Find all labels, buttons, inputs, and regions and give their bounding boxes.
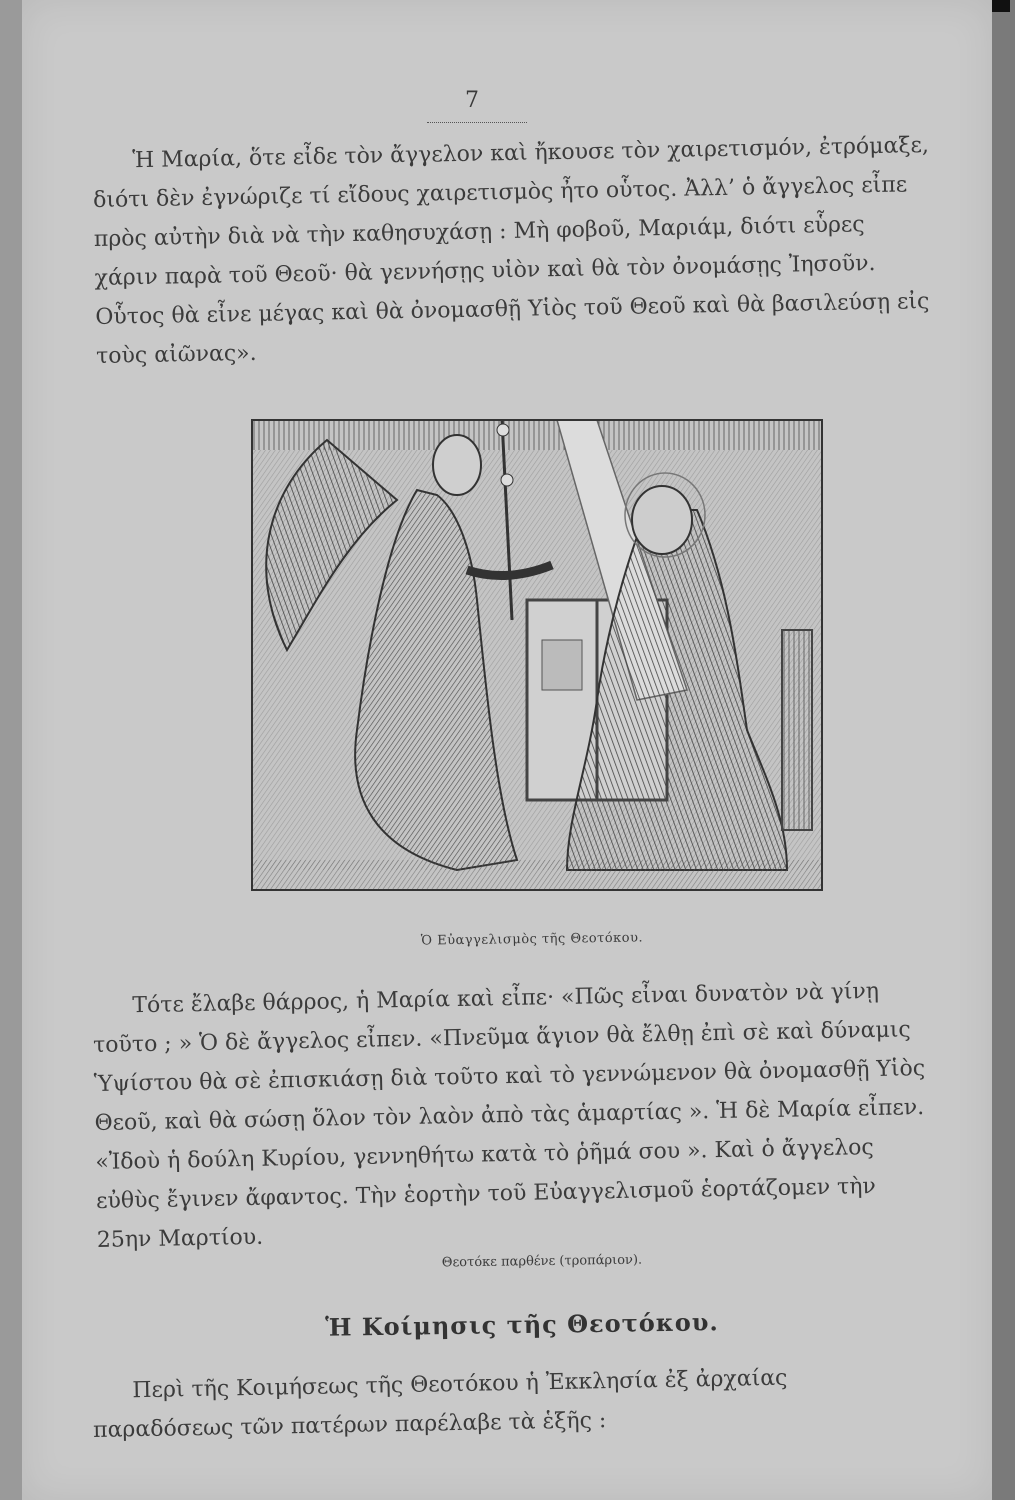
paragraph-annunciation-greeting <box>92 126 936 376</box>
book-page <box>22 0 992 1500</box>
scan-border-right <box>992 0 1015 1500</box>
scan-border-left <box>0 0 22 1500</box>
figure-caption: Ὁ Εὐαγγελισμὸς τῆς Θεοτόκου. <box>420 930 644 949</box>
hymn-reference: Θεοτόκε παρθένε (τροπάριον). <box>441 1252 643 1271</box>
section-heading-dormition: Ἡ Κοίμησις τῆς Θεοτόκου. <box>325 1307 719 1342</box>
scan-corner-mark <box>992 0 1010 12</box>
virgin-mary-head <box>632 486 692 554</box>
curtain-valance <box>252 420 822 450</box>
floor <box>252 860 822 890</box>
paragraph-text: Περὶ τῆς Κοιμήσεως τῆς Θεοτόκου ἡ Ἐκκλησία ἐξ ἀρχαίας παραδόσεως τῶν πατέρων παρέλαβε τὰ ἑξῆς : <box>92 1365 788 1443</box>
paragraph-text: Ἡ Μαρία, ὅτε εἶδε τὸν ἄγγελον καὶ ἤκουσε τὸν χαιρετισμόν, ἐτρόμαξε, διότι δὲν ἐγνώριζε τί εἴδους χαιρετισμὸς ἦτο οὗτος. Ἀλλ’ ὁ ἄγγελος εἶπε πρὸς αὐτὴν διὰ νὰ τὴν καθησυχάσῃ : Μὴ φοβοῦ, Μαριάμ, διότι εὗρες χάριν παρὰ τοῦ Θεοῦ· θὰ γεννήσῃς υἱὸν καὶ θὰ τὸν ὀνομάσῃς Ἰησοῦν. Οὗτος θὰ εἶνε μέγας καὶ θὰ ὀνομασθῇ Υἱὸς τοῦ Θεοῦ καὶ θὰ βασιλεύσῃ εἰς τοὺς αἰῶνας». <box>92 132 930 369</box>
annunciation-engraving <box>227 400 827 900</box>
paragraph-text: Τότε ἔλαβε θάρρος, ἡ Μαρία καὶ εἶπε· «Πῶς εἶναι δυνατὸν νὰ γίνῃ τοῦτο ; » Ὁ δὲ ἄγγελος εἶπεν. «Πνεῦμα ἅγιον θὰ ἔλθῃ ἐπὶ σὲ καὶ δύναμις Ὑψίστου θὰ σὲ ἐπισκιάσῃ διὰ τοῦτο καὶ τὸ γεννώμενον θὰ ὀνομασθῇ Υἱὸς Θεοῦ, καὶ θὰ σώσῃ ὅλον τὸν λαὸν ἀπὸ τὰς ἁμαρτίας ». Ἡ δὲ Μαρία εἶπεν. «Ἰδοὺ ἡ δούλη Κυρίου, γεννηθήτω κατὰ τὸ ῥῆμά σου ». Καὶ ὁ ἄγγελος εὐθὺς ἔγινεν ἄφαντος. Τὴν ἑορτὴν τοῦ Εὐαγγελισμοῦ ἑορτάζομεν τὴν 25ην Μαρτίου. <box>92 978 926 1253</box>
angel-head <box>433 435 481 495</box>
distant-building <box>542 640 582 690</box>
column <box>782 630 812 830</box>
paragraph-mary-answer <box>92 971 937 1260</box>
page-number: 7 <box>465 88 479 113</box>
page-number-rule <box>427 122 527 123</box>
paragraph-dormition-intro <box>92 1356 933 1450</box>
